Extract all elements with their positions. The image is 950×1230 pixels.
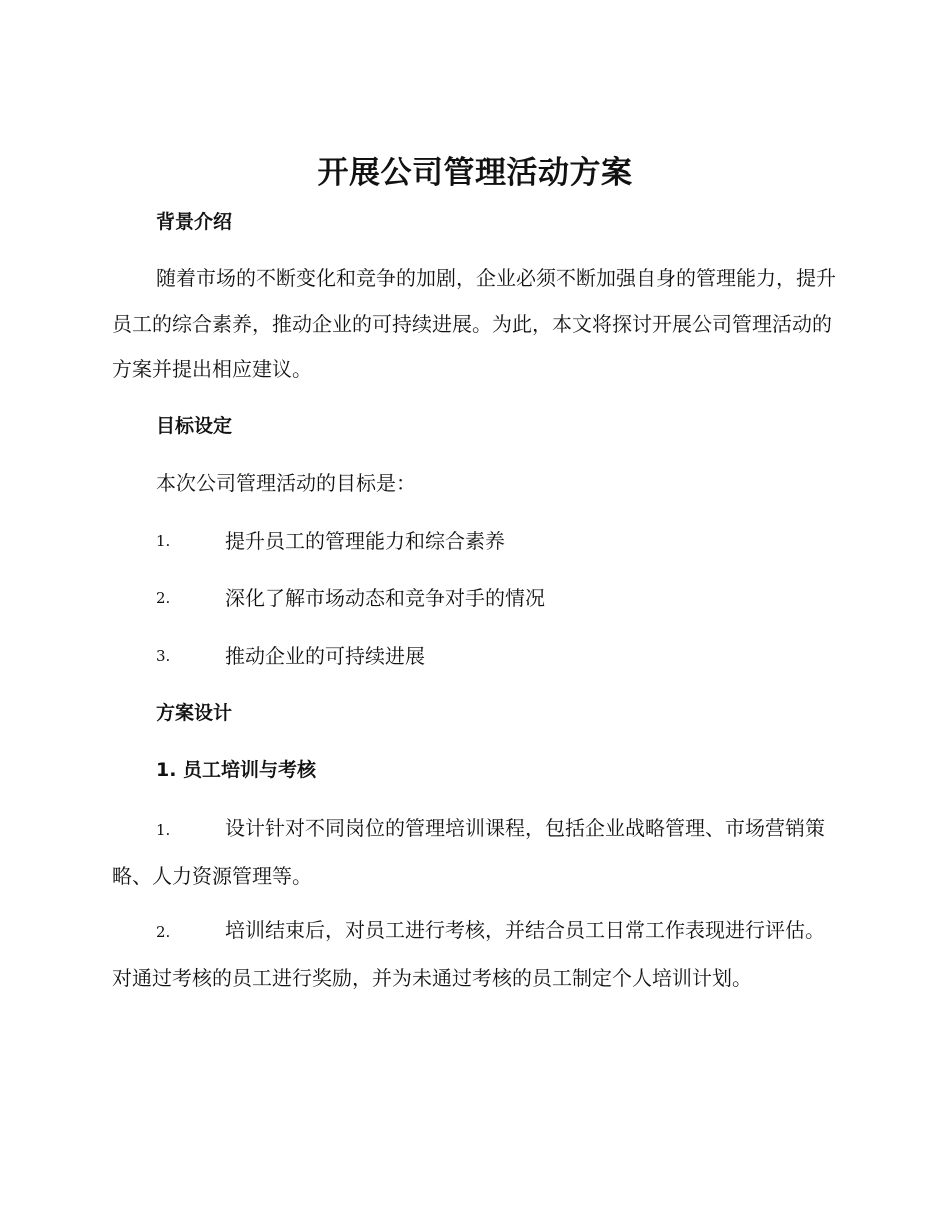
document-title: 开展公司管理活动方案 — [317, 155, 633, 191]
goal-item — [156, 526, 505, 556]
goal-item — [156, 583, 545, 613]
goals-intro: 本次公司管理活动的目标是： — [156, 471, 416, 495]
subheading-training: 1. 员工培训与考核 — [156, 759, 317, 781]
list-number: 2. — [156, 589, 171, 607]
list-number: 2. — [156, 923, 171, 941]
list-number: 1. — [156, 821, 171, 839]
goal-item — [156, 641, 425, 671]
list-item-text: 培训结束后，对员工进行考核，并结合员工日常工作表现进行评估。对通过考核的员工进行奖励，并为未通过考核的员工制定个人培训计划。 — [112, 918, 825, 990]
list-item-text: 推动企业的可持续进展 — [225, 644, 425, 668]
list-number: 3. — [156, 647, 171, 665]
background-paragraph: 随着市场的不断变化和竞争的加剧，企业必须不断加强自身的管理能力，提升员工的综合素养，推动企业的可持续进展。为此，本文将探讨开展公司管理活动的方案并提出相应建议。 — [112, 266, 836, 381]
plan-item-paragraph — [112, 806, 838, 899]
list-number: 1. — [156, 532, 171, 550]
plan-item-paragraph — [112, 908, 838, 1001]
list-item-text: 深化了解市场动态和竞争对手的情况 — [225, 586, 545, 610]
list-item-text: 提升员工的管理能力和综合素养 — [225, 529, 505, 553]
heading-goals: 目标设定 — [156, 415, 233, 437]
heading-plan: 方案设计 — [156, 702, 233, 724]
list-item-text: 设计针对不同岗位的管理培训课程，包括企业战略管理、市场营销策略、人力资源管理等。 — [112, 816, 825, 888]
heading-background: 背景介绍 — [156, 211, 233, 233]
